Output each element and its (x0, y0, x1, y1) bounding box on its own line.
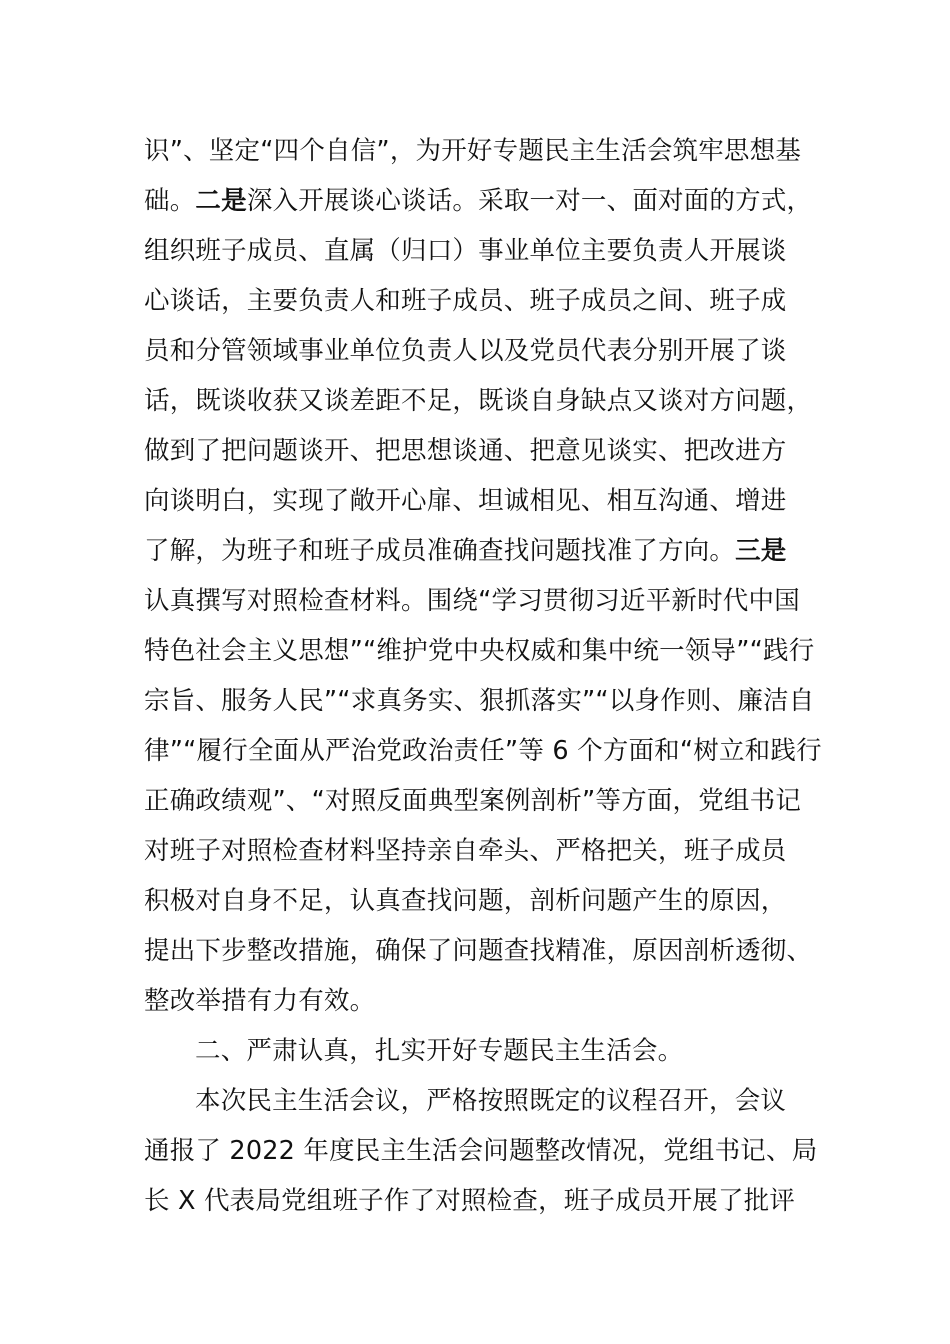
text-segment: 本次民主生活会议，严格按照既定的议程召开，会议 (195, 1086, 787, 1116)
text-line (144, 386, 812, 416)
bold-marker: 三是 (735, 536, 787, 566)
text-line (144, 586, 800, 616)
text-line (144, 736, 822, 766)
bold-marker: 二是 (195, 186, 247, 216)
text-segment: 提出下步整改措施，确保了问题查找精准，原因剖析透彻、 (144, 936, 813, 966)
text-segment: 特色社会主义思想”“维护党中央权威和集中统一领导”“践行 (144, 636, 815, 666)
text-segment: 深入开展谈心谈话。采取一对一、面对面的方式， (246, 186, 813, 216)
text-segment: 了解，为班子和班子成员准确查找问题找准了方向。 (144, 536, 736, 566)
text-segment: 律”“履行全面从严治党政治责任”等 6 个方面和“树立和践行 (144, 736, 822, 766)
text-line (195, 1086, 786, 1116)
text-segment: 组织班子成员、直属（归口）事业单位主要负责人开展谈 (144, 236, 787, 266)
text-segment: 话，既谈收获又谈差距不足，既谈自身缺点又谈对方问题， (144, 386, 813, 416)
text-line (144, 686, 814, 716)
section-heading (195, 1036, 683, 1066)
text-line (144, 1136, 817, 1166)
text-segment: 认真撰写对照检查材料。围绕“学习贯彻习近平新时代中国 (144, 586, 800, 616)
text-line (144, 836, 787, 866)
text-line (144, 486, 787, 516)
text-line (144, 636, 814, 666)
text-segment: 员和分管领域事业单位负责人以及党员代表分别开展了谈 (144, 336, 787, 366)
text-segment: 识”、坚定“四个自信”，为开好专题民主生活会筑牢思想基 (144, 136, 802, 166)
text-segment: 长 X 代表局党组班子作了对照检查，班子成员开展了批评 (144, 1186, 796, 1216)
text-line (144, 936, 812, 966)
text-line (144, 886, 787, 916)
text-segment: 积极对自身不足，认真查找问题，剖析问题产生的原因， (144, 886, 787, 916)
text-line (144, 336, 787, 366)
text-line (144, 986, 375, 1016)
text-line (144, 786, 801, 816)
text-segment: 二、严肃认真，扎实开好专题民主生活会。 (195, 1036, 684, 1066)
text-segment: 心谈话，主要负责人和班子成员、班子成员之间、班子成 (144, 286, 787, 316)
text-segment: 对班子对照检查材料坚持亲自牵头、严格把关，班子成员 (144, 836, 787, 866)
text-segment: 整改举措有力有效。 (144, 986, 376, 1016)
text-line (144, 536, 787, 566)
text-line (144, 136, 801, 166)
text-line (144, 436, 787, 466)
text-segment: 宗旨、服务人民”“求真务实、狠抓落实”“以身作则、廉洁自 (144, 686, 815, 716)
text-segment: 正确政绩观”、“对照反面典型案例剖析”等方面，党组书记 (144, 786, 802, 816)
text-segment: 础。 (144, 186, 196, 216)
text-line (144, 236, 787, 266)
text-line (144, 186, 812, 216)
text-line (144, 1186, 795, 1216)
text-segment: 做到了把问题谈开、把思想谈通、把意见谈实、把改进方 (144, 436, 787, 466)
text-segment: 向谈明白，实现了敞开心扉、坦诚相见、相互沟通、增进 (144, 486, 787, 516)
text-segment: 通报了 2022 年度民主生活会问题整改情况，党组书记、局 (144, 1136, 818, 1166)
text-line (144, 286, 787, 316)
